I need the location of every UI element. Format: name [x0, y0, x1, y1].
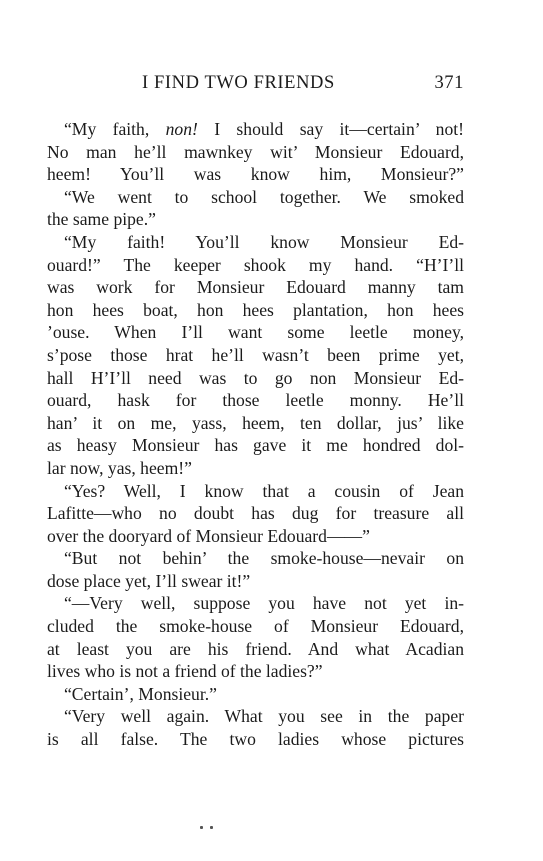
- page-number: 371: [434, 73, 464, 93]
- text-line-4: “We went to school together. We smoked: [64, 186, 464, 207]
- text-line-20: “But not behin’ the smoke-house—nevair on: [64, 548, 464, 569]
- text-line-17: “Yes? Well, I know that a cousin of Jean: [64, 480, 464, 501]
- text-line-22: “—Very well, suppose you have not yet in-: [64, 593, 464, 614]
- text-line-2: No man he’ll mawnkey wit’ Monsieur Edouard,: [47, 141, 464, 162]
- running-title: I FIND TWO FRIENDS: [142, 73, 335, 93]
- text-line-3: heem! You’ll was know him, Monsieur?”: [47, 164, 464, 185]
- text-line-12: hall H’I’ll need was to go non Monsieur Ed-: [47, 367, 464, 388]
- print-smudge: [200, 826, 220, 832]
- text-line-16: lar now, yas, heem!”: [47, 457, 192, 478]
- text-line-25: lives who is not a friend of the ladies?”: [47, 661, 323, 682]
- text-line-21: dose place yet, I’ll swear it!”: [47, 570, 251, 591]
- text-line-24: at least you are his friend. And what Acadian: [47, 638, 464, 659]
- text-line-8: was work for Monsieur Edouard manny tam: [47, 277, 464, 298]
- text-line-27: “Very well again. What you see in the paper: [64, 706, 464, 727]
- text-line-18: Lafitte—who no doubt has dug for treasure all: [47, 503, 464, 524]
- text-line-1: “My faith, non! I should say it—certain’ not!: [64, 119, 464, 139]
- text-line-15: as heasy Monsieur has gave it me hondred dol-: [47, 435, 464, 456]
- running-head: [47, 73, 464, 95]
- text-line-14: han’ it on me, yass, heem, ten dollar, jus’ like: [47, 412, 464, 433]
- text-line-28: is all false. The two ladies whose pictures: [47, 729, 464, 750]
- body-text: [47, 118, 464, 751]
- text-line-5: the same pipe.”: [47, 209, 156, 230]
- text-line-9: hon hees boat, hon hees plantation, hon hees: [47, 299, 464, 320]
- text-line-7: ouard!” The keeper shook my hand. “H’I’ll: [47, 254, 464, 275]
- text-line-23: cluded the smoke-house of Monsieur Edouard,: [47, 616, 464, 637]
- text-line-19: over the dooryard of Monsieur Edouard——”: [47, 525, 370, 546]
- text-line-13: ouard, hask for those leetle monny. He’ll: [47, 390, 464, 411]
- text-line-11: s’pose those hrat he’ll wasn’t been prime yet,: [47, 344, 464, 365]
- text-line-6: “My faith! You’ll know Monsieur Ed-: [64, 231, 464, 252]
- italic-word: non!: [165, 119, 198, 139]
- text-line-10: ’ouse. When I’ll want some leetle money,: [47, 322, 464, 343]
- text-line-26: “Certain’, Monsieur.”: [64, 683, 217, 704]
